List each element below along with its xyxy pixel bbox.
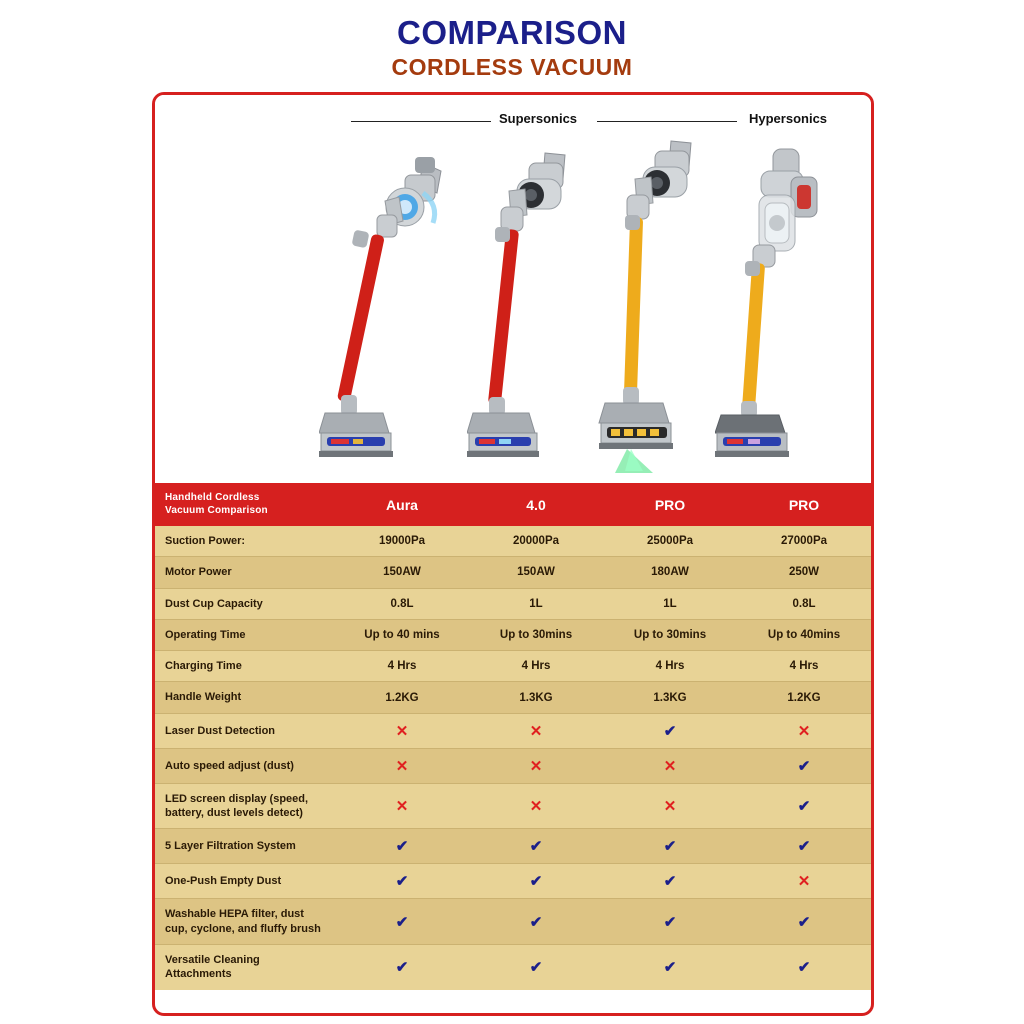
vacuum-image-4-0 (467, 145, 607, 475)
row-value-mark: ✕ (335, 713, 469, 748)
divider-left (351, 121, 491, 122)
row-value-mark: ✔ (603, 899, 737, 945)
row-value-mark: ✔ (335, 829, 469, 864)
table-header-row (155, 483, 871, 526)
row-value: 1.2KG (335, 682, 469, 713)
row-value: 1.2KG (737, 682, 871, 713)
row-value-mark: ✕ (335, 783, 469, 829)
row-value: 4 Hrs (469, 651, 603, 682)
row-value-mark: ✔ (737, 783, 871, 829)
table-corner-label (155, 483, 335, 526)
vacuum-image-aura (319, 145, 469, 475)
group-label-row (155, 111, 871, 135)
table-row (155, 783, 871, 829)
row-value-mark: ✔ (603, 944, 737, 989)
row-value-mark: ✔ (737, 944, 871, 989)
table-row (155, 557, 871, 588)
row-value-mark: ✔ (603, 829, 737, 864)
row-value: 250W (737, 557, 871, 588)
row-value-mark: ✕ (469, 713, 603, 748)
row-value: 1.3KG (603, 682, 737, 713)
table-row (155, 682, 871, 713)
row-value-mark: ✔ (469, 829, 603, 864)
row-value-mark: ✔ (469, 899, 603, 945)
column-header-4: PRO (737, 483, 871, 526)
group-label-hypersonics: Hypersonics (749, 111, 828, 126)
row-value-mark: ✕ (469, 783, 603, 829)
vacuum-image-pro-2 (715, 145, 865, 475)
table-row (155, 526, 871, 557)
row-value-mark: ✕ (603, 748, 737, 783)
table-row (155, 619, 871, 650)
row-label: 5 Layer Filtration System (155, 829, 335, 864)
page-title: COMPARISON (397, 14, 627, 51)
row-value-mark: ✔ (335, 864, 469, 899)
row-label: Laser Dust Detection (155, 713, 335, 748)
row-value: 150AW (335, 557, 469, 588)
table-row (155, 748, 871, 783)
row-value-mark: ✕ (469, 748, 603, 783)
row-label: Washable HEPA filter, dust cup, cyclone, and fluffy brush (155, 899, 335, 945)
row-value-mark: ✔ (737, 829, 871, 864)
product-image-area (155, 95, 871, 483)
corner-label-line1: Handheld Cordless (165, 492, 260, 503)
column-header-3: PRO (603, 483, 737, 526)
row-value: 1L (469, 588, 603, 619)
row-value-mark: ✔ (737, 748, 871, 783)
row-value-mark: ✔ (737, 899, 871, 945)
row-value: 4 Hrs (335, 651, 469, 682)
column-header-2: 4.0 (469, 483, 603, 526)
row-value-mark: ✕ (335, 748, 469, 783)
row-value: 19000Pa (335, 526, 469, 557)
table-row (155, 944, 871, 989)
table-row (155, 588, 871, 619)
page-subtitle: CORDLESS VACUUM (391, 53, 633, 80)
row-label: One-Push Empty Dust (155, 864, 335, 899)
column-header-1: Aura (335, 483, 469, 526)
row-label: Dust Cup Capacity (155, 588, 335, 619)
row-label: Operating Time (155, 619, 335, 650)
row-value: 0.8L (335, 588, 469, 619)
row-value: 0.8L (737, 588, 871, 619)
row-value: 20000Pa (469, 526, 603, 557)
row-value: 1.3KG (469, 682, 603, 713)
corner-label-line2: Vacuum Comparison (165, 504, 268, 516)
row-value-mark: ✕ (737, 864, 871, 899)
group-label-supersonics: Supersonics (499, 111, 578, 126)
row-label: Suction Power: (155, 526, 335, 557)
row-value: 150AW (469, 557, 603, 588)
row-label: LED screen display (speed, battery, dust levels detect) (155, 783, 335, 829)
row-label: Motor Power (155, 557, 335, 588)
row-value: Up to 30mins (603, 619, 737, 650)
row-value-mark: ✔ (335, 944, 469, 989)
comparison-table (155, 483, 871, 990)
row-value: 27000Pa (737, 526, 871, 557)
comparison-frame (152, 92, 874, 1016)
table-row (155, 713, 871, 748)
row-value: 4 Hrs (737, 651, 871, 682)
row-label: Handle Weight (155, 682, 335, 713)
row-value: Up to 30mins (469, 619, 603, 650)
row-value: Up to 40mins (737, 619, 871, 650)
row-label: Versatile Cleaning Attachments (155, 944, 335, 989)
row-value-mark: ✔ (603, 864, 737, 899)
table-header (155, 483, 871, 526)
row-value-mark: ✔ (603, 713, 737, 748)
table-body (155, 526, 871, 990)
table-row (155, 864, 871, 899)
row-value-mark: ✔ (469, 864, 603, 899)
divider-middle (597, 121, 737, 122)
row-value: Up to 40 mins (335, 619, 469, 650)
row-value: 25000Pa (603, 526, 737, 557)
row-label: Auto speed adjust (dust) (155, 748, 335, 783)
table-row (155, 899, 871, 945)
row-value: 4 Hrs (603, 651, 737, 682)
table-row (155, 651, 871, 682)
row-value-mark: ✔ (335, 899, 469, 945)
row-value-mark: ✕ (603, 783, 737, 829)
page-header (0, 0, 1024, 81)
table-row (155, 829, 871, 864)
row-value: 180AW (603, 557, 737, 588)
row-value-mark: ✔ (469, 944, 603, 989)
row-label: Charging Time (155, 651, 335, 682)
row-value: 1L (603, 588, 737, 619)
row-value-mark: ✕ (737, 713, 871, 748)
